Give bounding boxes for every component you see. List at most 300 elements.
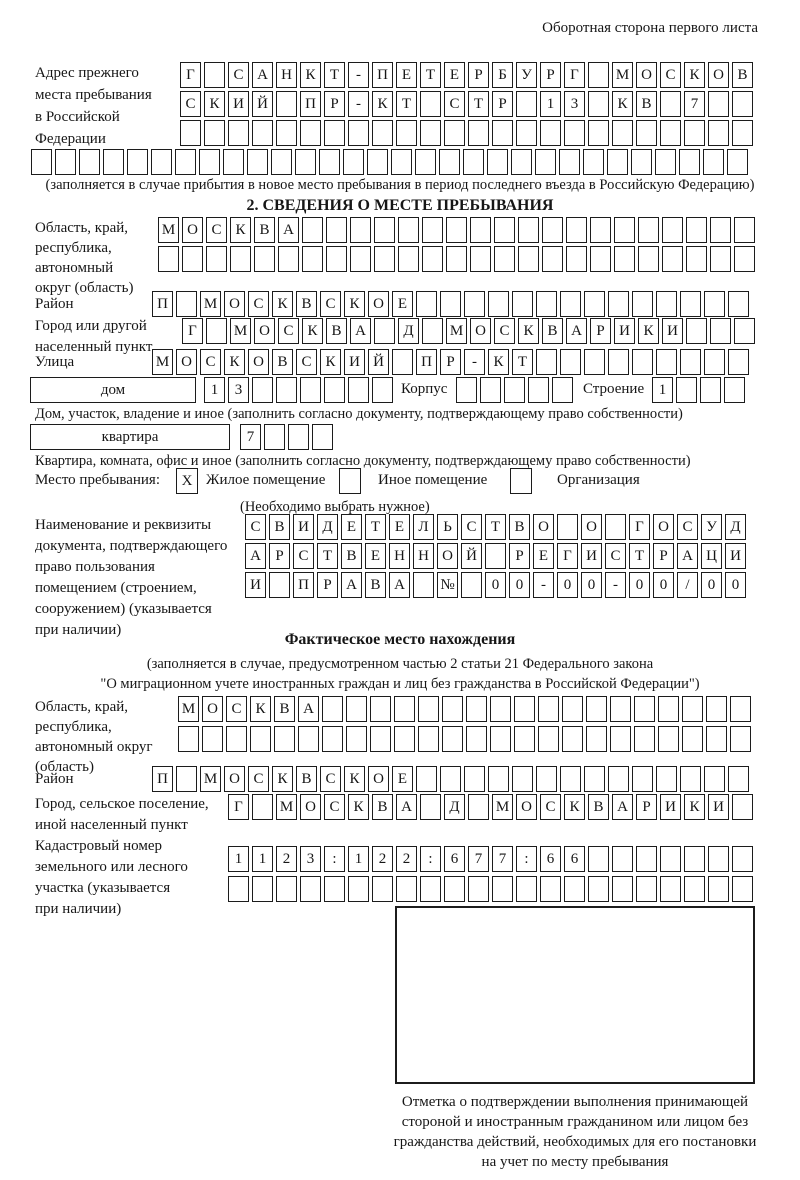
char-cell[interactable] (656, 766, 677, 792)
char-cell[interactable]: М (178, 696, 199, 722)
apartment-number-row[interactable] (240, 424, 333, 450)
char-cell[interactable]: О (176, 349, 197, 375)
char-cell[interactable]: Ц (701, 543, 722, 569)
char-cell[interactable] (605, 514, 626, 540)
char-cell[interactable]: Н (413, 543, 434, 569)
char-cell[interactable]: Р (317, 572, 338, 598)
char-cell[interactable] (494, 217, 515, 243)
char-cell[interactable]: Е (392, 766, 413, 792)
char-cell[interactable] (372, 876, 393, 902)
char-cell[interactable]: Р (269, 543, 290, 569)
char-cell[interactable]: А (278, 217, 299, 243)
char-cell[interactable] (584, 291, 605, 317)
char-cell[interactable]: О (653, 514, 674, 540)
char-cell[interactable] (686, 318, 707, 344)
char-cell[interactable] (710, 217, 731, 243)
char-cell[interactable]: К (302, 318, 323, 344)
char-cell[interactable] (588, 120, 609, 146)
char-cell[interactable] (374, 318, 395, 344)
char-cell[interactable]: Е (392, 291, 413, 317)
char-cell[interactable]: 0 (581, 572, 602, 598)
previous-address-row-4[interactable] (31, 149, 748, 175)
char-cell[interactable]: Г (564, 62, 585, 88)
char-cell[interactable] (488, 291, 509, 317)
char-cell[interactable]: У (701, 514, 722, 540)
char-cell[interactable]: В (509, 514, 530, 540)
char-cell[interactable] (374, 217, 395, 243)
char-cell[interactable]: С (324, 794, 345, 820)
char-cell[interactable]: Т (468, 91, 489, 117)
char-cell[interactable]: К (684, 62, 705, 88)
char-cell[interactable] (676, 377, 697, 403)
char-cell[interactable] (512, 766, 533, 792)
char-cell[interactable] (204, 62, 225, 88)
char-cell[interactable] (612, 846, 633, 872)
char-cell[interactable]: Т (485, 514, 506, 540)
stroenie-row[interactable] (652, 377, 745, 403)
char-cell[interactable]: К (564, 794, 585, 820)
char-cell[interactable] (158, 246, 179, 272)
house-number-row[interactable] (204, 377, 393, 403)
city-row[interactable] (182, 318, 755, 344)
korpus-row[interactable] (456, 377, 573, 403)
char-cell[interactable] (206, 318, 227, 344)
char-cell[interactable] (346, 726, 367, 752)
char-cell[interactable] (488, 766, 509, 792)
char-cell[interactable] (485, 543, 506, 569)
char-cell[interactable] (634, 696, 655, 722)
char-cell[interactable] (461, 572, 482, 598)
char-cell[interactable]: А (396, 794, 417, 820)
char-cell[interactable]: К (204, 91, 225, 117)
char-cell[interactable] (396, 120, 417, 146)
char-cell[interactable]: С (296, 349, 317, 375)
char-cell[interactable]: В (269, 514, 290, 540)
char-cell[interactable] (704, 766, 725, 792)
char-cell[interactable] (584, 349, 605, 375)
char-cell[interactable] (276, 377, 297, 403)
char-cell[interactable] (732, 91, 753, 117)
char-cell[interactable] (658, 696, 679, 722)
char-cell[interactable]: 1 (348, 846, 369, 872)
char-cell[interactable] (559, 149, 580, 175)
char-cell[interactable] (79, 149, 100, 175)
char-cell[interactable] (504, 377, 525, 403)
document-row-2[interactable] (245, 543, 746, 569)
char-cell[interactable]: Й (252, 91, 273, 117)
char-cell[interactable] (396, 876, 417, 902)
char-cell[interactable] (590, 246, 611, 272)
char-cell[interactable] (682, 726, 703, 752)
cadastral-row-1[interactable] (228, 846, 753, 872)
char-cell[interactable] (324, 876, 345, 902)
char-cell[interactable]: К (372, 91, 393, 117)
char-cell[interactable] (634, 726, 655, 752)
char-cell[interactable] (728, 766, 749, 792)
char-cell[interactable]: В (542, 318, 563, 344)
char-cell[interactable]: Р (440, 349, 461, 375)
char-cell[interactable]: О (470, 318, 491, 344)
char-cell[interactable] (632, 766, 653, 792)
char-cell[interactable]: И (293, 514, 314, 540)
char-cell[interactable] (708, 846, 729, 872)
char-cell[interactable]: О (368, 291, 389, 317)
char-cell[interactable]: А (566, 318, 587, 344)
char-cell[interactable] (560, 291, 581, 317)
char-cell[interactable]: 7 (468, 846, 489, 872)
char-cell[interactable]: 0 (653, 572, 674, 598)
char-cell[interactable]: Р (509, 543, 530, 569)
char-cell[interactable] (490, 726, 511, 752)
char-cell[interactable] (492, 876, 513, 902)
actual-district-row[interactable] (152, 766, 749, 792)
char-cell[interactable]: Р (492, 91, 513, 117)
char-cell[interactable] (348, 377, 369, 403)
char-cell[interactable] (442, 696, 463, 722)
char-cell[interactable]: К (344, 291, 365, 317)
char-cell[interactable]: Б (492, 62, 513, 88)
char-cell[interactable] (254, 246, 275, 272)
cadastral-row-2[interactable] (228, 876, 753, 902)
char-cell[interactable] (632, 291, 653, 317)
char-cell[interactable] (468, 876, 489, 902)
char-cell[interactable] (464, 291, 485, 317)
char-cell[interactable] (228, 876, 249, 902)
actual-city-row[interactable] (228, 794, 753, 820)
previous-address-row-1[interactable] (180, 62, 753, 88)
char-cell[interactable] (586, 696, 607, 722)
char-cell[interactable] (230, 246, 251, 272)
char-cell[interactable]: В (732, 62, 753, 88)
char-cell[interactable] (638, 217, 659, 243)
char-cell[interactable]: П (300, 91, 321, 117)
char-cell[interactable]: 2 (396, 846, 417, 872)
char-cell[interactable]: П (416, 349, 437, 375)
char-cell[interactable] (494, 246, 515, 272)
char-cell[interactable] (588, 91, 609, 117)
char-cell[interactable]: К (250, 696, 271, 722)
char-cell[interactable] (250, 726, 271, 752)
char-cell[interactable] (730, 696, 751, 722)
char-cell[interactable] (612, 876, 633, 902)
char-cell[interactable] (588, 62, 609, 88)
char-cell[interactable] (326, 246, 347, 272)
char-cell[interactable] (608, 766, 629, 792)
char-cell[interactable] (542, 246, 563, 272)
char-cell[interactable] (439, 149, 460, 175)
char-cell[interactable] (127, 149, 148, 175)
char-cell[interactable]: О (182, 217, 203, 243)
char-cell[interactable] (456, 377, 477, 403)
char-cell[interactable]: Д (444, 794, 465, 820)
char-cell[interactable]: У (516, 62, 537, 88)
char-cell[interactable]: М (446, 318, 467, 344)
char-cell[interactable]: Г (182, 318, 203, 344)
char-cell[interactable] (680, 349, 701, 375)
char-cell[interactable] (464, 766, 485, 792)
char-cell[interactable]: К (684, 794, 705, 820)
char-cell[interactable] (468, 120, 489, 146)
char-cell[interactable]: М (158, 217, 179, 243)
char-cell[interactable] (535, 149, 556, 175)
char-cell[interactable]: Д (398, 318, 419, 344)
char-cell[interactable]: С (540, 794, 561, 820)
char-cell[interactable] (680, 766, 701, 792)
char-cell[interactable] (324, 120, 345, 146)
char-cell[interactable]: Р (324, 91, 345, 117)
actual-region-row-1[interactable] (178, 696, 751, 722)
char-cell[interactable]: С (180, 91, 201, 117)
char-cell[interactable] (684, 120, 705, 146)
char-cell[interactable] (631, 149, 652, 175)
char-cell[interactable] (518, 217, 539, 243)
char-cell[interactable]: 1 (540, 91, 561, 117)
char-cell[interactable] (312, 424, 333, 450)
char-cell[interactable]: Н (276, 62, 297, 88)
char-cell[interactable] (319, 149, 340, 175)
char-cell[interactable] (440, 291, 461, 317)
char-cell[interactable] (418, 726, 439, 752)
char-cell[interactable]: С (461, 514, 482, 540)
char-cell[interactable] (204, 120, 225, 146)
char-cell[interactable]: В (341, 543, 362, 569)
char-cell[interactable] (300, 876, 321, 902)
char-cell[interactable]: И (660, 794, 681, 820)
char-cell[interactable]: - (464, 349, 485, 375)
char-cell[interactable]: В (365, 572, 386, 598)
char-cell[interactable] (700, 377, 721, 403)
char-cell[interactable] (413, 572, 434, 598)
char-cell[interactable]: - (605, 572, 626, 598)
char-cell[interactable] (182, 246, 203, 272)
char-cell[interactable] (562, 696, 583, 722)
previous-address-row-2[interactable] (180, 91, 753, 117)
char-cell[interactable] (732, 794, 753, 820)
char-cell[interactable]: В (272, 349, 293, 375)
char-cell[interactable] (610, 696, 631, 722)
char-cell[interactable] (566, 217, 587, 243)
char-cell[interactable]: Н (389, 543, 410, 569)
char-cell[interactable]: И (344, 349, 365, 375)
char-cell[interactable]: О (368, 766, 389, 792)
char-cell[interactable]: 1 (252, 846, 273, 872)
char-cell[interactable] (708, 91, 729, 117)
char-cell[interactable] (636, 120, 657, 146)
char-cell[interactable]: М (230, 318, 251, 344)
char-cell[interactable]: - (348, 91, 369, 117)
char-cell[interactable]: К (638, 318, 659, 344)
char-cell[interactable]: П (152, 291, 173, 317)
char-cell[interactable] (614, 246, 635, 272)
char-cell[interactable] (636, 846, 657, 872)
region-row-2[interactable] (158, 246, 755, 272)
char-cell[interactable] (350, 217, 371, 243)
char-cell[interactable]: Й (368, 349, 389, 375)
char-cell[interactable] (686, 246, 707, 272)
char-cell[interactable]: Л (413, 514, 434, 540)
char-cell[interactable]: И (614, 318, 635, 344)
char-cell[interactable]: Ь (437, 514, 458, 540)
char-cell[interactable] (583, 149, 604, 175)
char-cell[interactable]: : (324, 846, 345, 872)
char-cell[interactable] (732, 120, 753, 146)
char-cell[interactable]: 0 (557, 572, 578, 598)
char-cell[interactable] (446, 246, 467, 272)
char-cell[interactable]: 0 (509, 572, 530, 598)
char-cell[interactable]: И (725, 543, 746, 569)
char-cell[interactable] (420, 876, 441, 902)
char-cell[interactable]: Е (365, 543, 386, 569)
char-cell[interactable] (528, 377, 549, 403)
char-cell[interactable]: С (605, 543, 626, 569)
char-cell[interactable] (487, 149, 508, 175)
char-cell[interactable] (552, 377, 573, 403)
stay-checkbox-inoe[interactable] (339, 468, 361, 494)
char-cell[interactable] (728, 349, 749, 375)
char-cell[interactable]: 0 (485, 572, 506, 598)
char-cell[interactable] (416, 766, 437, 792)
district-row[interactable] (152, 291, 749, 317)
char-cell[interactable] (176, 766, 197, 792)
char-cell[interactable]: : (516, 846, 537, 872)
char-cell[interactable] (55, 149, 76, 175)
char-cell[interactable]: К (224, 349, 245, 375)
char-cell[interactable]: О (533, 514, 554, 540)
char-cell[interactable] (300, 377, 321, 403)
char-cell[interactable]: А (245, 543, 266, 569)
char-cell[interactable]: Е (533, 543, 554, 569)
char-cell[interactable] (416, 291, 437, 317)
char-cell[interactable] (562, 726, 583, 752)
char-cell[interactable] (151, 149, 172, 175)
char-cell[interactable]: А (389, 572, 410, 598)
char-cell[interactable]: О (636, 62, 657, 88)
char-cell[interactable] (392, 349, 413, 375)
char-cell[interactable] (269, 572, 290, 598)
char-cell[interactable]: С (320, 291, 341, 317)
char-cell[interactable]: Р (540, 62, 561, 88)
char-cell[interactable] (398, 246, 419, 272)
char-cell[interactable]: Е (389, 514, 410, 540)
char-cell[interactable]: И (228, 91, 249, 117)
char-cell[interactable]: А (612, 794, 633, 820)
char-cell[interactable] (540, 876, 561, 902)
char-cell[interactable]: О (437, 543, 458, 569)
char-cell[interactable] (608, 349, 629, 375)
char-cell[interactable] (730, 726, 751, 752)
char-cell[interactable]: 6 (564, 846, 585, 872)
char-cell[interactable] (610, 726, 631, 752)
char-cell[interactable]: 3 (300, 846, 321, 872)
char-cell[interactable] (684, 846, 705, 872)
actual-region-row-2[interactable] (178, 726, 751, 752)
char-cell[interactable] (398, 217, 419, 243)
char-cell[interactable]: К (300, 62, 321, 88)
char-cell[interactable] (704, 349, 725, 375)
char-cell[interactable]: 0 (701, 572, 722, 598)
char-cell[interactable]: Р (636, 794, 657, 820)
char-cell[interactable]: К (272, 291, 293, 317)
char-cell[interactable]: О (224, 766, 245, 792)
char-cell[interactable]: М (492, 794, 513, 820)
char-cell[interactable]: А (677, 543, 698, 569)
char-cell[interactable] (706, 726, 727, 752)
char-cell[interactable]: В (372, 794, 393, 820)
char-cell[interactable] (394, 726, 415, 752)
char-cell[interactable] (176, 291, 197, 317)
char-cell[interactable] (348, 120, 369, 146)
char-cell[interactable] (538, 696, 559, 722)
char-cell[interactable]: Т (420, 62, 441, 88)
char-cell[interactable] (346, 696, 367, 722)
char-cell[interactable] (656, 349, 677, 375)
char-cell[interactable]: 2 (372, 846, 393, 872)
char-cell[interactable]: Г (228, 794, 249, 820)
char-cell[interactable]: М (200, 766, 221, 792)
char-cell[interactable]: 1 (228, 846, 249, 872)
char-cell[interactable] (223, 149, 244, 175)
char-cell[interactable] (226, 726, 247, 752)
char-cell[interactable]: С (293, 543, 314, 569)
char-cell[interactable] (440, 766, 461, 792)
char-cell[interactable] (31, 149, 52, 175)
char-cell[interactable]: В (254, 217, 275, 243)
char-cell[interactable] (590, 217, 611, 243)
char-cell[interactable] (734, 318, 755, 344)
char-cell[interactable] (271, 149, 292, 175)
char-cell[interactable] (564, 120, 585, 146)
char-cell[interactable]: Д (725, 514, 746, 540)
char-cell[interactable] (727, 149, 748, 175)
char-cell[interactable]: М (276, 794, 297, 820)
char-cell[interactable] (710, 246, 731, 272)
char-cell[interactable]: В (296, 291, 317, 317)
char-cell[interactable] (564, 876, 585, 902)
char-cell[interactable] (724, 377, 745, 403)
char-cell[interactable] (679, 149, 700, 175)
char-cell[interactable]: С (248, 766, 269, 792)
char-cell[interactable]: № (437, 572, 458, 598)
char-cell[interactable]: П (152, 766, 173, 792)
char-cell[interactable]: К (348, 794, 369, 820)
char-cell[interactable] (322, 696, 343, 722)
char-cell[interactable] (516, 91, 537, 117)
char-cell[interactable]: 3 (564, 91, 585, 117)
char-cell[interactable] (422, 217, 443, 243)
char-cell[interactable] (103, 149, 124, 175)
char-cell[interactable] (512, 291, 533, 317)
char-cell[interactable]: 6 (444, 846, 465, 872)
char-cell[interactable]: 1 (652, 377, 673, 403)
char-cell[interactable]: Е (341, 514, 362, 540)
char-cell[interactable] (704, 291, 725, 317)
char-cell[interactable] (391, 149, 412, 175)
char-cell[interactable] (374, 246, 395, 272)
char-cell[interactable] (608, 291, 629, 317)
char-cell[interactable] (662, 246, 683, 272)
char-cell[interactable]: 3 (228, 377, 249, 403)
char-cell[interactable] (468, 794, 489, 820)
char-cell[interactable]: Р (468, 62, 489, 88)
char-cell[interactable]: В (326, 318, 347, 344)
char-cell[interactable] (660, 120, 681, 146)
char-cell[interactable]: П (372, 62, 393, 88)
char-cell[interactable] (607, 149, 628, 175)
char-cell[interactable] (660, 91, 681, 117)
char-cell[interactable]: - (348, 62, 369, 88)
char-cell[interactable]: В (296, 766, 317, 792)
char-cell[interactable] (372, 120, 393, 146)
